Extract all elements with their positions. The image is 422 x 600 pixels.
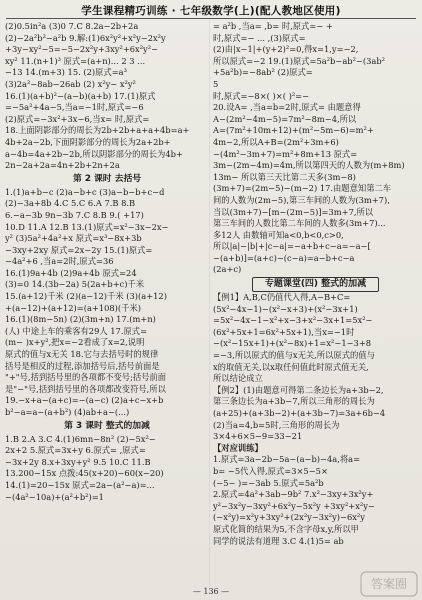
right-column: [213, 21, 418, 547]
answer-line: (2)当a=4,b=5时,三角形的周长为: [213, 419, 340, 430]
answer-line: 原式的值与x无关 18.它与去括号时的规律: [5, 349, 159, 360]
answer-line: 16.(1)(8m−5n) (2)(3m+n) 17.(m+n): [5, 314, 156, 325]
answer-line: 13.200−15x 点拨:45(x+20)−60(x−20): [5, 468, 164, 479]
section-title-lesson-3: 第 3 课时 整式的加减: [64, 420, 150, 431]
answer-line: "+"号,括到括号里的各项都不变号;括号前面: [5, 372, 167, 383]
answer-line: 当以(3m+7)−[m−(2m−5)]=3m+7,所以: [213, 206, 374, 217]
answer-line: −(4m²−3m+7)=m²+8m+13 原式=: [213, 148, 358, 159]
answer-line: 时,原式=−8×( )×( )²=−: [213, 90, 310, 101]
left-block-c: [5, 434, 209, 504]
answer-line: xy² 11.(n+1)³ 原式=(a+n)... 2 3 ...: [5, 55, 146, 66]
answer-line: 5: [213, 78, 219, 89]
answer-line: 括号是相反的过程,添加括号后,括号前面是: [5, 360, 160, 371]
answer-line: (3)2a²−8ab−26ab (2) x²y− x²y²: [5, 78, 136, 89]
answer-line: +3y−xy²−5=−5−2x²y+3xy²+6x²y²−: [5, 44, 159, 55]
answer-line: 多12人 由数轴可知a<0,b<0,c>0,: [213, 229, 344, 240]
answer-line: 1.(1)a+b−c (2)a−b+c (3)a−b−b+c−d: [5, 186, 165, 197]
answer-line: 16.(1)9a+4b (2)9a+4b 原式=24: [5, 267, 137, 278]
answer-line: (2)−2a²b²−a²b 9.解:(1)6x²y²+x²y−2x²y: [5, 32, 166, 43]
answer-line: =−3,所以原式的值与x无关,所以原式的值与: [213, 350, 375, 361]
answer-line: (6x²+5x+1=6x²+5x+1),当x=−1时: [213, 326, 355, 337]
answer-line: 4m−2,所以A+B=(2m²+3m+6): [213, 136, 339, 147]
right-block-a: [213, 21, 418, 276]
left-block-a: [5, 21, 209, 172]
answer-line: 【例1】A,B,C仍值代入得,A−B+C=: [213, 292, 351, 303]
answer-line: 所以原式=−2 19.(1)原式=5a²b−ab²−(3ab²: [213, 55, 385, 66]
answer-line: 是"−"号,括到括号里的各项都改变符号,所以: [5, 383, 166, 394]
answer-line: (2)原式=−3x²+3x−6,当x= 时,原式=: [5, 113, 150, 124]
answer-line: +5a²b)=−8ab² (2)原式=: [213, 67, 313, 78]
answer-line: 【例2】(1)由题意可得第二条边长为a+3b−2,: [213, 384, 384, 395]
left-block-b: [5, 187, 209, 419]
answer-line: (2)0.5in²a (3)0 7.C 8.2a−2b+2a: [5, 21, 139, 31]
answer-line: −(a+b)]=(a+c)−(c−a)=a−b+c−a: [213, 252, 355, 263]
special-lesson-label: 专题课堂(四) 整式的加减: [252, 277, 379, 292]
answer-line: 10.D 11.A 12.B 13.(1)原式=x²−3x−2x−: [5, 221, 169, 232]
answer-line: 15.(a+12)千米 (2)(a−12)千米 (3)(a+12): [5, 291, 167, 302]
answer-line: 18.上面阴影部分的周长为2b+2b+a+a+4b=a+: [5, 125, 190, 136]
answer-line: (人) 中途上车的乘客有29人 17.原式=: [5, 325, 148, 336]
answer-line: 19.−x+a−(a+c)=−(a−c) (2)a+c−x+b: [5, 395, 164, 406]
answer-line: 所以|a|−|b|+|c−a|=−a+b+c−a=−a−[: [213, 241, 371, 252]
answer-line: 14.(1)=20−15x 原式=2a−(a²−a)=...: [5, 479, 155, 490]
answer-line: y² (3)5a²+4a²+x 原式=x³−8x+3b: [5, 233, 142, 244]
special-lesson-title: [213, 276, 418, 292]
answer-line: 3×4+6×5−9=33−21: [213, 431, 303, 442]
answer-line: 13m− 所以第三天比第二天多(3m−8): [213, 171, 356, 182]
right-block-b: [213, 292, 418, 443]
drill-title: 【对应训练】: [213, 442, 263, 453]
answer-line: b= −5代入得,原式=3×5−5×: [213, 465, 328, 476]
header-rule: [6, 18, 416, 19]
answer-line: 3m−(2m−4m)=4m,所以第四天的人数为(m+8m): [213, 160, 405, 171]
answer-line: y²−3x²y−3xy²+6x²y−5x²y +3xy²+x²y−: [213, 500, 375, 511]
page-number: — 136 —: [192, 587, 230, 596]
answer-line: (2)−3a+8b 4.C 5.C 6.A 7.B 8.B: [5, 198, 136, 209]
watermark-label: 答案圈: [370, 577, 408, 591]
answer-line: 16.(1)(a+b)²−(a−b)(a+b) 17.(1)原式: [5, 90, 156, 101]
page-header: 学生课程精巧训练 · 七年级数学(上)(配人教地区使用): [81, 5, 341, 17]
answer-line: 第三条边长为a+3b−7,所以三角形的周长为: [213, 396, 375, 407]
left-column: [5, 21, 209, 503]
answer-line: −4a²+6 ,当a=2时,原式=36: [5, 256, 114, 267]
answer-line: 4b+2a−2b,下面阴影部分的周长为2a+2b+: [5, 136, 171, 147]
answer-line: 第三车间的人数比第二车间的人数多(3m+7)...: [213, 218, 386, 229]
answer-line: (3)=0 14.(3b−2a) 5(2a+b+c)千米: [5, 279, 145, 290]
answer-line: −3x+2y 8.x+3xy+y² 9.5 10.C 11.B: [5, 456, 151, 467]
answer-line: a−4b=4a+2b−2b,所以阴影部分的周长为4b+: [5, 148, 183, 159]
answer-line: 同学的说法有道理 3.C 4.(1)5= ab: [213, 535, 344, 546]
answer-line: = a²b ,当a= ,b= 时,原式=− +: [213, 21, 333, 31]
answer-line: x的取值无关,以x取任何值此时原式值无关,: [213, 361, 369, 372]
watermark-logo-icon: [360, 571, 418, 597]
answer-line: −(x²−15x+1)+(x²−8x)+1=x²−1−3+8: [213, 338, 372, 349]
answer-line: −13 14.(m+3) 15. (2)原式=a³: [5, 67, 127, 78]
answer-line: +(a−12)+(a+12)=(a+108)(千米): [5, 302, 141, 313]
right-block-c: [213, 454, 418, 547]
answer-line: A=(7m²+10m+12)+(m²−5m−6)=m²+: [213, 125, 374, 136]
answer-line: 1.原式=3a−2b−5a−(a−b)−4a,将a=: [213, 454, 361, 465]
answer-line: (2a+c): [213, 264, 242, 275]
answer-line: 2x+2 5.原式=3x+y 6.原式= ,原式=: [5, 445, 146, 456]
column-divider: [209, 20, 210, 586]
answer-line: 2.原式=4a²+3ab−9b² 7.x²−3xy+3x²y+: [213, 489, 374, 500]
answer-line: (a+25)+(a+3b−2)+(a+3b−7)=3a+6b−4: [213, 408, 386, 418]
answer-line: A−(2m²−4m−5)=7m²−8m−4,所以: [213, 113, 357, 124]
answer-line: 所以结论成立: [213, 373, 263, 384]
answer-line: 20.设A= ,当a=b=2时,原式= 由题意得: [213, 102, 361, 113]
answer-line: 2n−2a+2a=4n+2b+2n+2a: [5, 160, 120, 171]
answer-line: −(4a²−10a)+(a²+b²)=1: [5, 491, 104, 502]
answer-line: 间的人数为(2m−5),第三车间的人数为(3m+7),: [213, 194, 390, 205]
answer-line: 1.B 2.A 3.C 4.(1)6mn−8n² (2)−5x²−: [5, 433, 156, 444]
answer-line: =−5a²+4a−5,当a=−1时,原式=−6: [5, 102, 144, 113]
answer-line: (5x²−4x−1)−(x²−x+3)+(x²−3x+1): [213, 303, 358, 314]
answer-line: 时,原式=− ... ,(3)原式=: [213, 32, 306, 43]
answer-line: 原式化简的结果为5,不含字母x,y,所以甲: [213, 523, 359, 534]
answer-line: (m− )x+y²,把x=−2看成了x=2,说明: [5, 337, 145, 348]
answer-line: (2)由|x−1|+(y+2)²=0,得x=1,y=−2,: [213, 44, 359, 55]
answer-line: −3xy+2xy 原式=2x−2y 15.(1)原式=: [5, 244, 153, 255]
answer-line: b²−a=a−(a+b²) (4)ab+a−(...): [5, 407, 130, 417]
answer-line: (−5− )=−3ab 5.原式=5a²b: [213, 477, 324, 488]
answer-line: (−x²y)=x²y+3xy²+(2x²y−3x²y)−6x²y: [213, 512, 365, 523]
answer-line: (3m+7)=(2m−5)−(m−2) 17.由题意知第二车: [213, 183, 392, 194]
section-title-lesson-2: 第 2 课时 去括号: [72, 173, 142, 184]
answer-line: 6.−a−3b 9n−3b 7.C 8.B 9.( +17): [5, 209, 144, 220]
answer-line: =5x²−4x−1−x²+x−3+x²−3x+1=5x²−: [213, 315, 373, 326]
